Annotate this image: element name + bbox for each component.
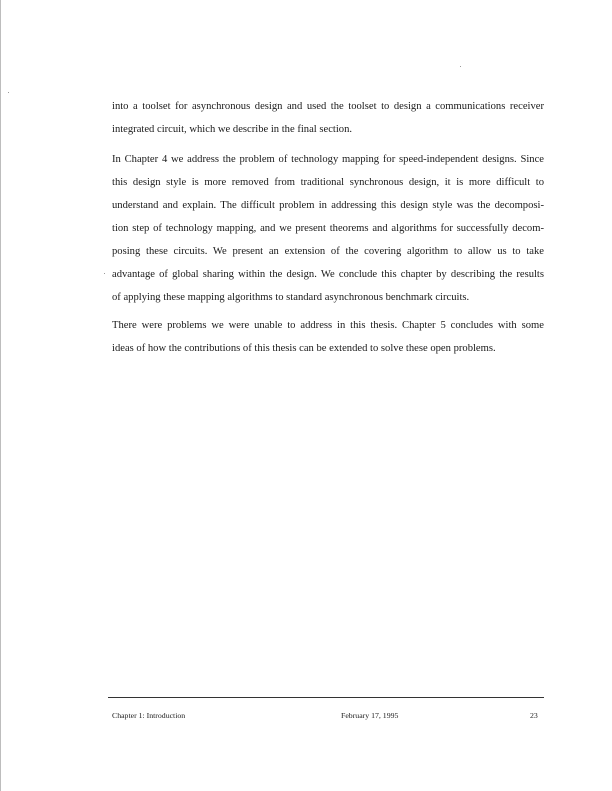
scan-speck <box>8 92 9 93</box>
paragraph-line: advantage of global sharing within the design. We conclude this chapter by describing the results <box>112 269 544 280</box>
paragraph-line: understand and explain. The difficult problem in addressing this design style was the decomposi- <box>112 200 544 211</box>
paragraph-line: into a toolset for asynchronous design and used the toolset to design a communications receiver <box>112 101 544 112</box>
paragraph-line: ideas of how the contributions of this thesis can be extended to solve these open problems. <box>112 343 496 354</box>
paragraph-line: this design style is more removed from traditional synchronous design, it is more difficult to <box>112 177 544 188</box>
paragraph-line: In Chapter 4 we address the problem of technology mapping for speed-independent designs. Since <box>112 154 544 165</box>
paragraph-line: tion step of technology mapping, and we present theorems and algorithms for successfully decom- <box>112 223 544 234</box>
footer-date: February 17, 1995 <box>341 711 399 720</box>
page-edge <box>0 0 1 791</box>
footer-chapter: Chapter 1: Introduction <box>112 711 186 720</box>
paragraph-line: integrated circuit, which we describe in the final section. <box>112 124 353 135</box>
footer-page-number: 23 <box>530 711 538 720</box>
paragraph-line: of applying these mapping algorithms to standard asynchronous benchmark circuits. <box>112 292 470 303</box>
scan-speck <box>104 273 105 274</box>
footer-rule <box>108 697 544 698</box>
paragraph-line: There were problems we were unable to address in this thesis. Chapter 5 concludes with some <box>112 320 544 331</box>
paragraph-line: posing these circuits. We present an extension of the covering algorithm to allow us to take <box>112 246 544 257</box>
scan-speck <box>460 66 461 67</box>
